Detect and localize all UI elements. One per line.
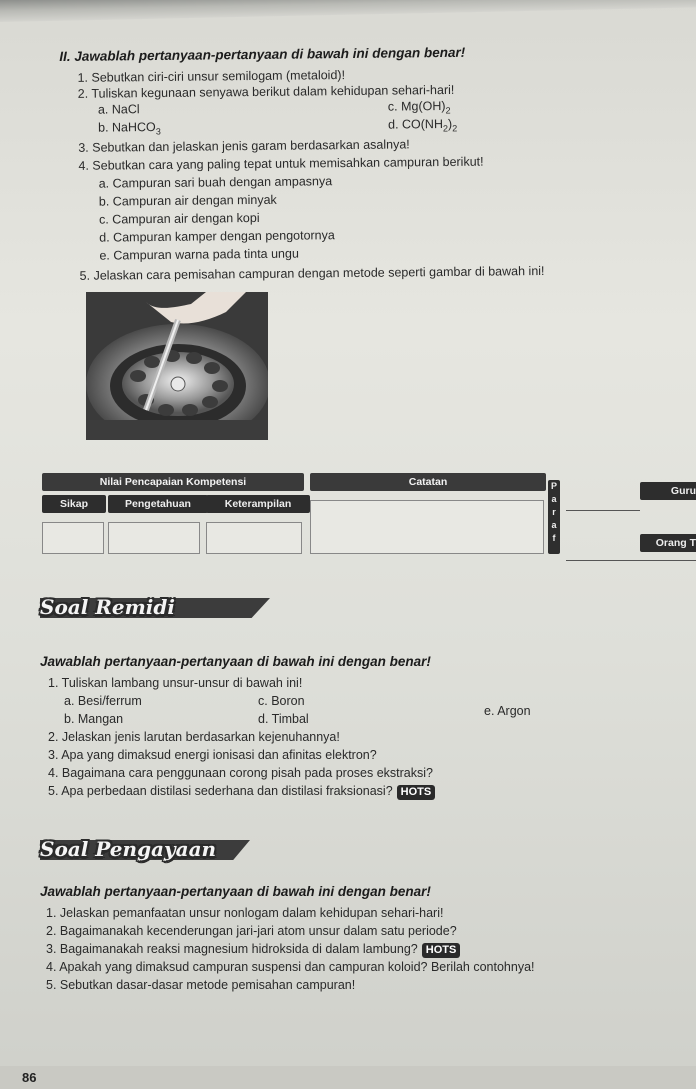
q3-text: 3. Sebutkan dan jelaskan jenis garam berdasarkan asalnya!	[78, 137, 410, 155]
remidi-badge-text: Soal Remidi	[40, 595, 175, 619]
section2-heading: II. Jawablah pertanyaan-pertanyaan di bawah ini dengan benar!	[59, 44, 466, 65]
remidi-q5	[48, 784, 435, 800]
remidi-hots-badge: HOTS	[397, 785, 436, 800]
remidi-option-a: a. Besi/ferrum	[64, 694, 142, 708]
paraf-orangtua-line	[566, 560, 696, 561]
nilai-header: Nilai Pencapaian Kompetensi	[42, 473, 304, 491]
remidi-heading: Jawablah pertanyaan-pertanyaan di bawah ini dengan benar!	[40, 654, 431, 669]
q4-option-b: b. Campuran air dengan minyak	[98, 192, 277, 209]
pengayaan-q1: 1. Jelaskan pemanfaatan unsur nonlogam dalam kehidupan sehari-hari!	[46, 906, 444, 920]
paraf-letter-r: r	[552, 507, 556, 517]
orangtua-label: Orang T	[640, 534, 696, 552]
remidi-badge	[40, 592, 175, 622]
q2-option-b-sub: 3	[155, 126, 161, 137]
remidi-option-b: b. Mangan	[64, 712, 124, 726]
page-footer-band	[0, 1066, 696, 1089]
col-pengetahuan: Pengetahuan	[108, 495, 208, 513]
remidi-option-c: c. Boron	[258, 694, 305, 708]
q2-option-c-text: c. Mg(OH)	[387, 98, 446, 114]
pengayaan-badge	[40, 834, 216, 864]
paraf-letter-a2: a	[551, 520, 557, 530]
q2-option-d-sub2: 2	[452, 123, 458, 134]
q2-option-c-sub: 2	[445, 105, 451, 116]
pengayaan-q5: 5. Sebutkan dasar-dasar metode pemisahan campuran!	[46, 978, 356, 992]
pengayaan-hots-badge: HOTS	[422, 943, 461, 958]
q2-option-b-text: b. NaHCO	[98, 120, 156, 135]
sikap-score-box[interactable]	[42, 522, 104, 554]
q2-option-c	[388, 99, 451, 116]
q4-option-a: a. Campuran sari buah dengan ampasnya	[98, 174, 333, 191]
remidi-q5-text: 5. Apa perbedaan distilasi sederhana dan distilasi fraksionasi?	[48, 784, 393, 798]
q4-option-c: c. Campuran air dengan kopi	[98, 210, 260, 227]
paraf-guru-line	[566, 510, 640, 511]
keterampilan-score-box[interactable]	[206, 522, 302, 554]
col-keterampilan: Keterampilan	[206, 495, 310, 513]
q2-option-d	[388, 117, 457, 134]
centrifuge-illustration	[86, 292, 268, 440]
pengayaan-badge-text: Soal Pengayaan	[40, 837, 217, 861]
pengayaan-heading: Jawablah pertanyaan-pertanyaan di bawah ini dengan benar!	[40, 884, 431, 899]
remidi-option-d: d. Timbal	[258, 712, 309, 726]
paraf-label	[548, 480, 560, 554]
q5-text: 5. Jelaskan cara pemisahan campuran dengan metode seperti gambar di bawah ini!	[79, 263, 545, 283]
remidi-q2: 2. Jelaskan jenis larutan berdasarkan kejenuhannya!	[48, 730, 340, 744]
q4-text: 4. Sebutkan cara yang paling tepat untuk memisahkan campuran berikut!	[78, 154, 484, 173]
remidi-q4: 4. Bagaimana cara penggunaan corong pisah pada proses ekstraksi?	[48, 766, 433, 780]
remidi-option-e: e. Argon	[484, 704, 531, 718]
centrifuge-photo	[86, 292, 268, 440]
pengayaan-q2: 2. Bagaimanakah kecenderungan jari-jari atom unsur dalam satu periode?	[46, 924, 457, 938]
pengetahuan-score-box[interactable]	[108, 522, 200, 554]
catatan-header: Catatan	[310, 473, 546, 491]
q2-option-a: a. NaCl	[97, 102, 140, 117]
q2-text: 2. Tuliskan kegunaan senyawa berikut dalam kehidupan sehari-hari!	[77, 82, 455, 101]
guru-label: Guru	[640, 482, 696, 500]
pengayaan-q3	[46, 942, 460, 958]
pengayaan-q4: 4. Apakah yang dimaksud campuran suspensi dan campuran koloid? Berilah contohnya!	[46, 960, 535, 974]
remidi-q1: 1. Tuliskan lambang unsur-unsur di bawah ini!	[48, 676, 303, 690]
q2-option-d-sub1: 2	[442, 123, 449, 134]
remidi-q3: 3. Apa yang dimaksud energi ionisasi dan afinitas elektron?	[48, 748, 377, 762]
col-sikap: Sikap	[42, 495, 106, 513]
q4-option-d: d. Campuran kamper dengan pengotornya	[99, 228, 335, 245]
paraf-letter-f: f	[552, 533, 556, 543]
pengayaan-q3-text: 3. Bagaimanakah reaksi magnesium hidroksida di dalam lambung?	[46, 942, 418, 956]
q1-text: 1. Sebutkan ciri-ciri unsur semilogam (metaloid)!	[77, 68, 346, 85]
q2-option-d-paren: )	[447, 116, 453, 131]
q2-option-d-text: d. CO(NH	[387, 117, 444, 132]
q4-option-e: e. Campuran warna pada tinta ungu	[99, 246, 299, 263]
catatan-box[interactable]	[310, 500, 544, 554]
page-number: 86	[22, 1070, 37, 1085]
q2-option-b	[98, 120, 161, 137]
paraf-letter-a1: a	[551, 494, 557, 504]
paraf-letter-p: P	[550, 481, 557, 491]
